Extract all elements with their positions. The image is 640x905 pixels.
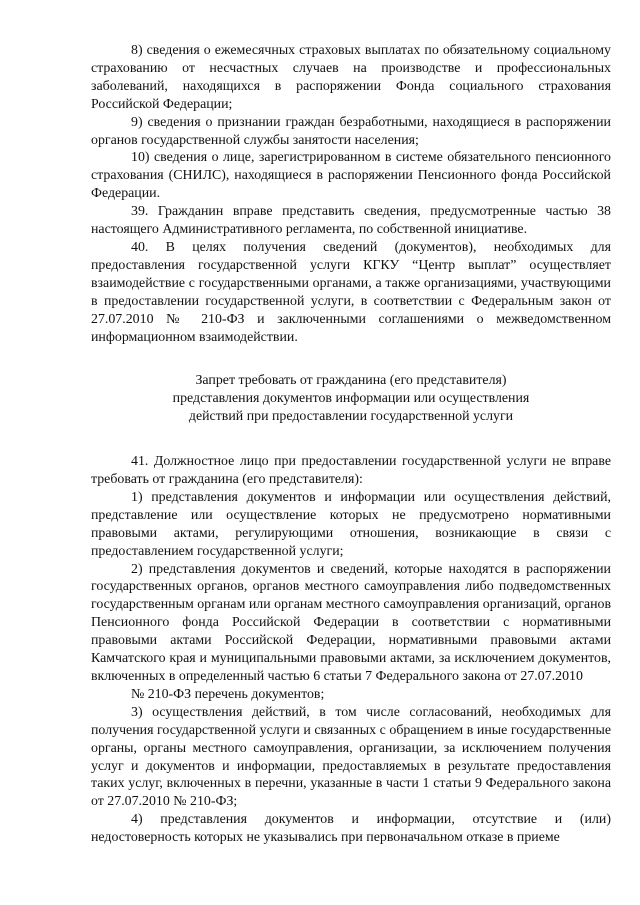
paragraph-item-8: 8) сведения о ежемесячных страховых выплатах по обязательному социальному страхованию от несчастных случаев на производстве и профессиональных заболеваний, находящихся в распоряжении Фонда социального страхования Российской Федерации;	[91, 43, 611, 112]
paragraph-clause-41: 41. Должностное лицо при предоставлении государственной услуги не вправе требовать от гражданина (его представителя):	[91, 454, 611, 488]
section-heading-line-1: Запрет требовать от гражданина (его представителя)	[195, 373, 507, 389]
paragraph-subitem-2-continuation: № 210-ФЗ перечень документов;	[131, 686, 325, 702]
section-heading-line-3: действий при предоставлении государственной услуги	[188, 409, 514, 425]
section-heading-line-2: представления документов информации или осуществления	[172, 391, 530, 407]
paragraph-item-10: 10) сведения о лице, зарегистрированном в системе обязательного пенсионного страхования (СНИЛС), находящиеся в распоряжении Пенсионного фонда Российской Федерации.	[91, 150, 611, 202]
paragraph-subitem-3: 3) осуществления действий, в том числе согласований, необходимых для получения государственной услуги и связанных с обращением в иные государственные органы, органы местного самоуправления, организации, за исключением получения услуг и документов и информации, предоставляемых в результате предоставления таких услуг, включенных в перечни, указанные в части 1 статьи 9 Федерального закона от 27.07.2010 № 210-ФЗ;	[91, 704, 611, 810]
paragraph-clause-39: 39. Гражданин вправе представить сведения, предусмотренные частью 38 настоящего Административного регламента, по собственной инициативе.	[91, 204, 611, 238]
paragraph-subitem-4: 4) представления документов и информации, отсутствие и (или) недостоверность которых не указывались при первоначальном отказе в приеме	[91, 812, 611, 846]
paragraph-subitem-2: 2) представления документов и сведений, которые находятся в распоряжении государственных органов, органов местного самоуправления либо подведомственных государственным органам или органам местного самоуправления организаций, органов Пенсионного фонда Российской Федерации в соответствии с нормативными правовыми актами Российской Федерации, нормативными правовыми актами Камчатского края и муниципальными правовыми актами, за исключением документов, включенных в определенный частью 6 статьи 7 Федерального закона от 27.07.2010	[91, 561, 612, 684]
paragraph-clause-40: 40. В целях получения сведений (документов), необходимых для предоставления государственной услуги КГКУ “Центр выплат” осуществляет взаимодействие с государственными органами, а также организациями, участвующими в предоставлении государственной услуги, в соответствии с Федеральным закон от 27.07.2010 № 210-ФЗ и заключенными соглашениями о межведомственном информационном взаимодействии.	[91, 239, 611, 345]
section-heading	[91, 372, 611, 426]
document-page	[91, 42, 611, 847]
paragraph-subitem-1: 1) представления документов и информации или осуществления действий, представление или осуществление которых не предусмотрено нормативными правовыми актами, регулирующими отношения, возникающие в связи с предоставлением государственной услуги;	[91, 489, 611, 559]
paragraph-item-9: 9) сведения о признании граждан безработными, находящиеся в распоряжении органов государственной службы занятости населения;	[91, 114, 611, 148]
